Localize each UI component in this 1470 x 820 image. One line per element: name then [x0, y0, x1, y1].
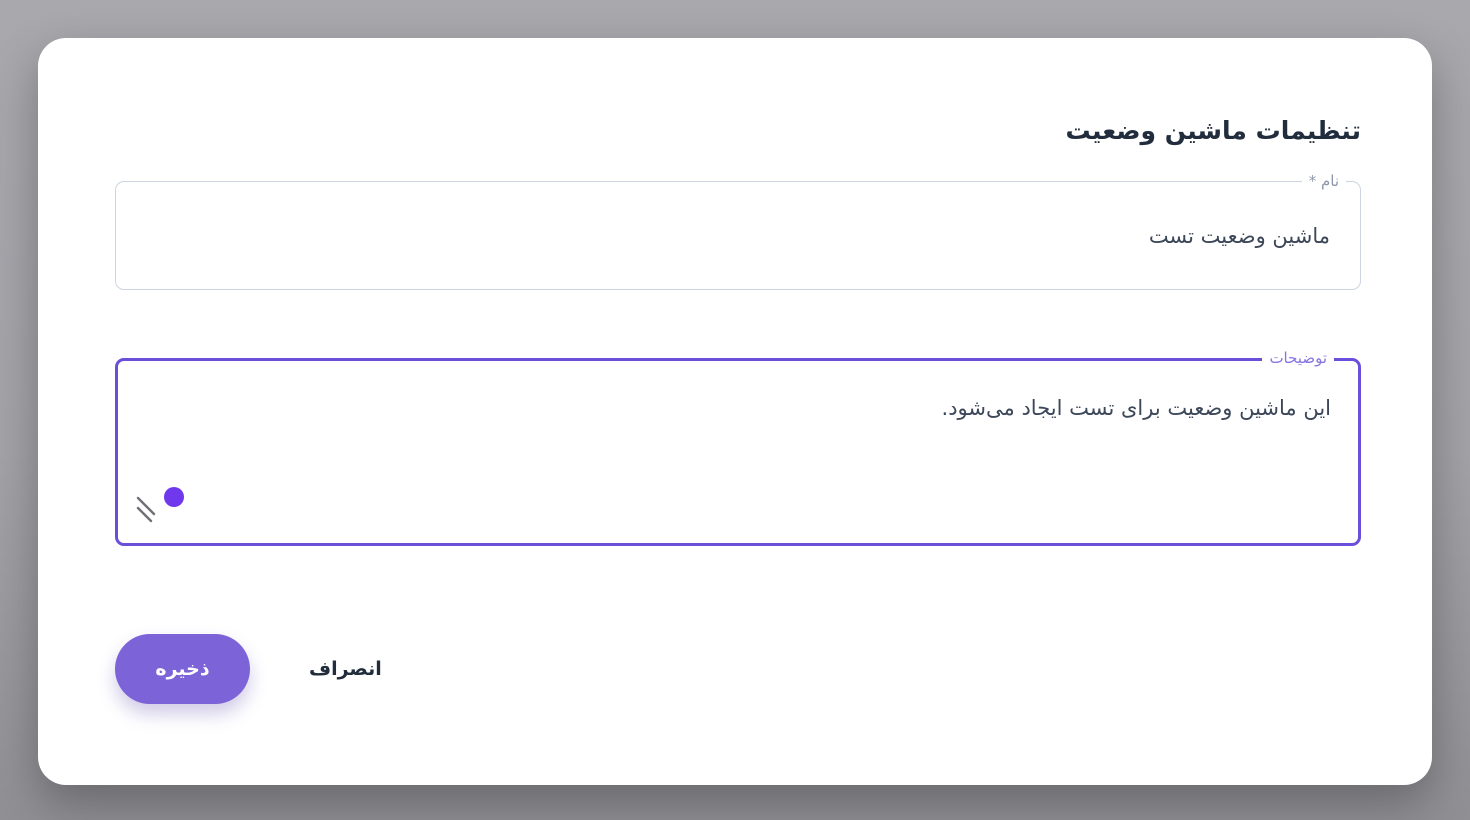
resize-grip-icon[interactable] — [134, 492, 160, 524]
cancel-button[interactable]: انصراف — [305, 650, 386, 688]
name-field-group — [115, 172, 1361, 290]
description-field-label: توضیحات — [1262, 349, 1334, 368]
save-button[interactable]: ذخیره — [115, 634, 250, 704]
description-field-group — [115, 349, 1361, 546]
description-textarea[interactable] — [118, 361, 1358, 543]
form-actions — [115, 634, 386, 704]
cursor-dot — [164, 487, 184, 507]
name-input[interactable] — [116, 182, 1360, 289]
name-field-label: نام * — [1302, 172, 1346, 191]
settings-card — [38, 38, 1432, 785]
page-title: تنظیمات ماشین وضعیت — [1065, 116, 1361, 145]
